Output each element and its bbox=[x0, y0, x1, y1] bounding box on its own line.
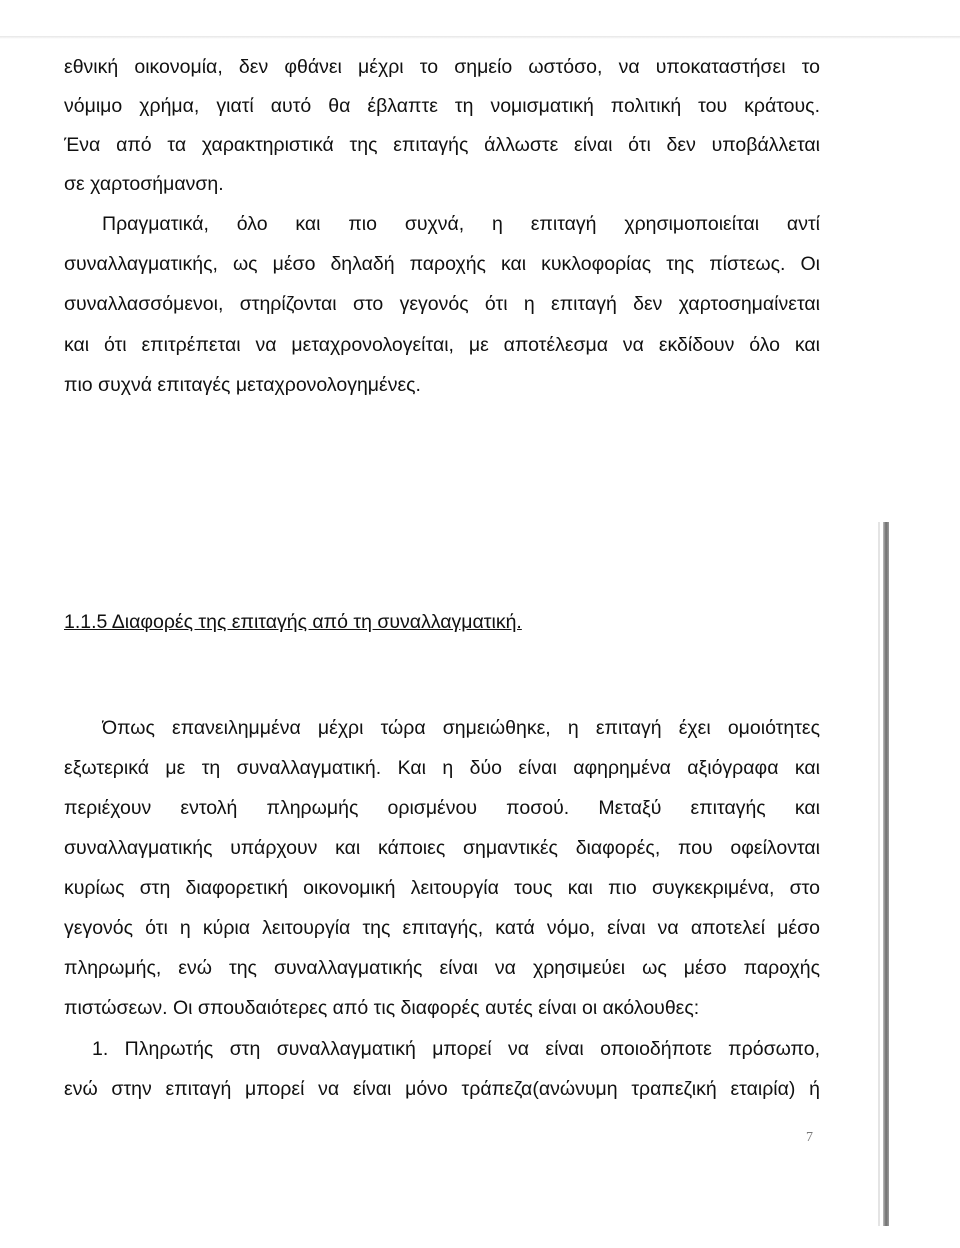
paragraph-1-line-4: σε χαρτοσήμανση. bbox=[64, 173, 224, 195]
paragraph-3-line-4: συναλλαγματικής υπάρχουν και κάποιες σημαντικές διαφορές, που οφείλονται bbox=[64, 837, 820, 859]
paragraph-2-line-3: συναλλασσόμενοι, στηρίζονται στο γεγονός ότι η επιταγή δεν χαρτοσημαίνεται bbox=[64, 293, 820, 315]
paragraph-2-line-1: Πραγματικά, όλο και πιο συχνά, η επιταγή χρησιμοποιείται αντί bbox=[102, 213, 820, 235]
paragraph-2-line-5: πιο συχνά επιταγές μεταχρονολογημένες. bbox=[64, 374, 421, 396]
paragraph-3-line-8: πιστώσεων. Οι σπουδαιότερες από τις διαφορές αυτές είναι οι ακόλουθες: bbox=[64, 997, 700, 1019]
paragraph-3-line-5: κυρίως στη διαφορετική οικονομική λειτουργία τους και πιο συγκεκριμένα, στο bbox=[64, 877, 820, 899]
scan-top-shade bbox=[0, 36, 960, 39]
list-item-1-line-2: ενώ στην επιταγή μπορεί να είναι μόνο τράπεζα(ανώνυμη τραπεζική εταιρία) ή bbox=[64, 1078, 820, 1100]
paragraph-2-line-4: και ότι επιτρέπεται να μεταχρονολογείται, με αποτέλεσμα να εκδίδουν όλο και bbox=[64, 334, 820, 356]
scan-edge-shadow bbox=[878, 522, 880, 1226]
paragraph-3-line-1: Όπως επανειλημμένα μέχρι τώρα σημειώθηκε, η επιταγή έχει ομοιότητες bbox=[102, 717, 820, 739]
paragraph-3-line-2: εξωτερικά με τη συναλλαγματική. Και η δύο είναι αφηρημένα αξιόγραφα και bbox=[64, 757, 820, 779]
paragraph-2-line-2: συναλλαγματικής, ως μέσο δηλαδή παροχής και κυκλοφορίας της πίστεως. Οι bbox=[64, 253, 820, 275]
page-number: 7 bbox=[806, 1130, 813, 1145]
paragraph-1-line-1: εθνική οικονομία, δεν φθάνει μέχρι το σημείο ωστόσο, να υποκαταστήσει το bbox=[64, 56, 820, 78]
scan-edge bbox=[883, 522, 889, 1226]
paragraph-3-line-6: γεγονός ότι η κύρια λειτουργία της επιταγής, κατά νόμο, είναι να αποτελεί μέσο bbox=[64, 917, 820, 939]
paragraph-3-line-3: περιέχουν εντολή πληρωμής ορισμένου ποσού. Μεταξύ επιταγής και bbox=[64, 797, 820, 819]
section-heading: 1.1.5 Διαφορές της επιταγής από τη συναλλαγματική. bbox=[64, 611, 522, 633]
paragraph-3-line-7: πληρωμής, ενώ της συναλλαγματικής είναι να χρησιμεύει ως μέσο παροχής bbox=[64, 957, 820, 979]
paragraph-1-line-2: νόμιμο χρήμα, γιατί αυτό θα έβλαπτε τη νομισματική πολιτική του κράτους. bbox=[64, 95, 820, 117]
paragraph-1-line-3: Ένα από τα χαρακτηριστικά της επιταγής άλλωστε είναι ότι δεν υποβάλλεται bbox=[64, 134, 820, 156]
list-item-1-line-1: 1. Πληρωτής στη συναλλαγματική μπορεί να είναι οποιοδήποτε πρόσωπο, bbox=[92, 1038, 820, 1060]
